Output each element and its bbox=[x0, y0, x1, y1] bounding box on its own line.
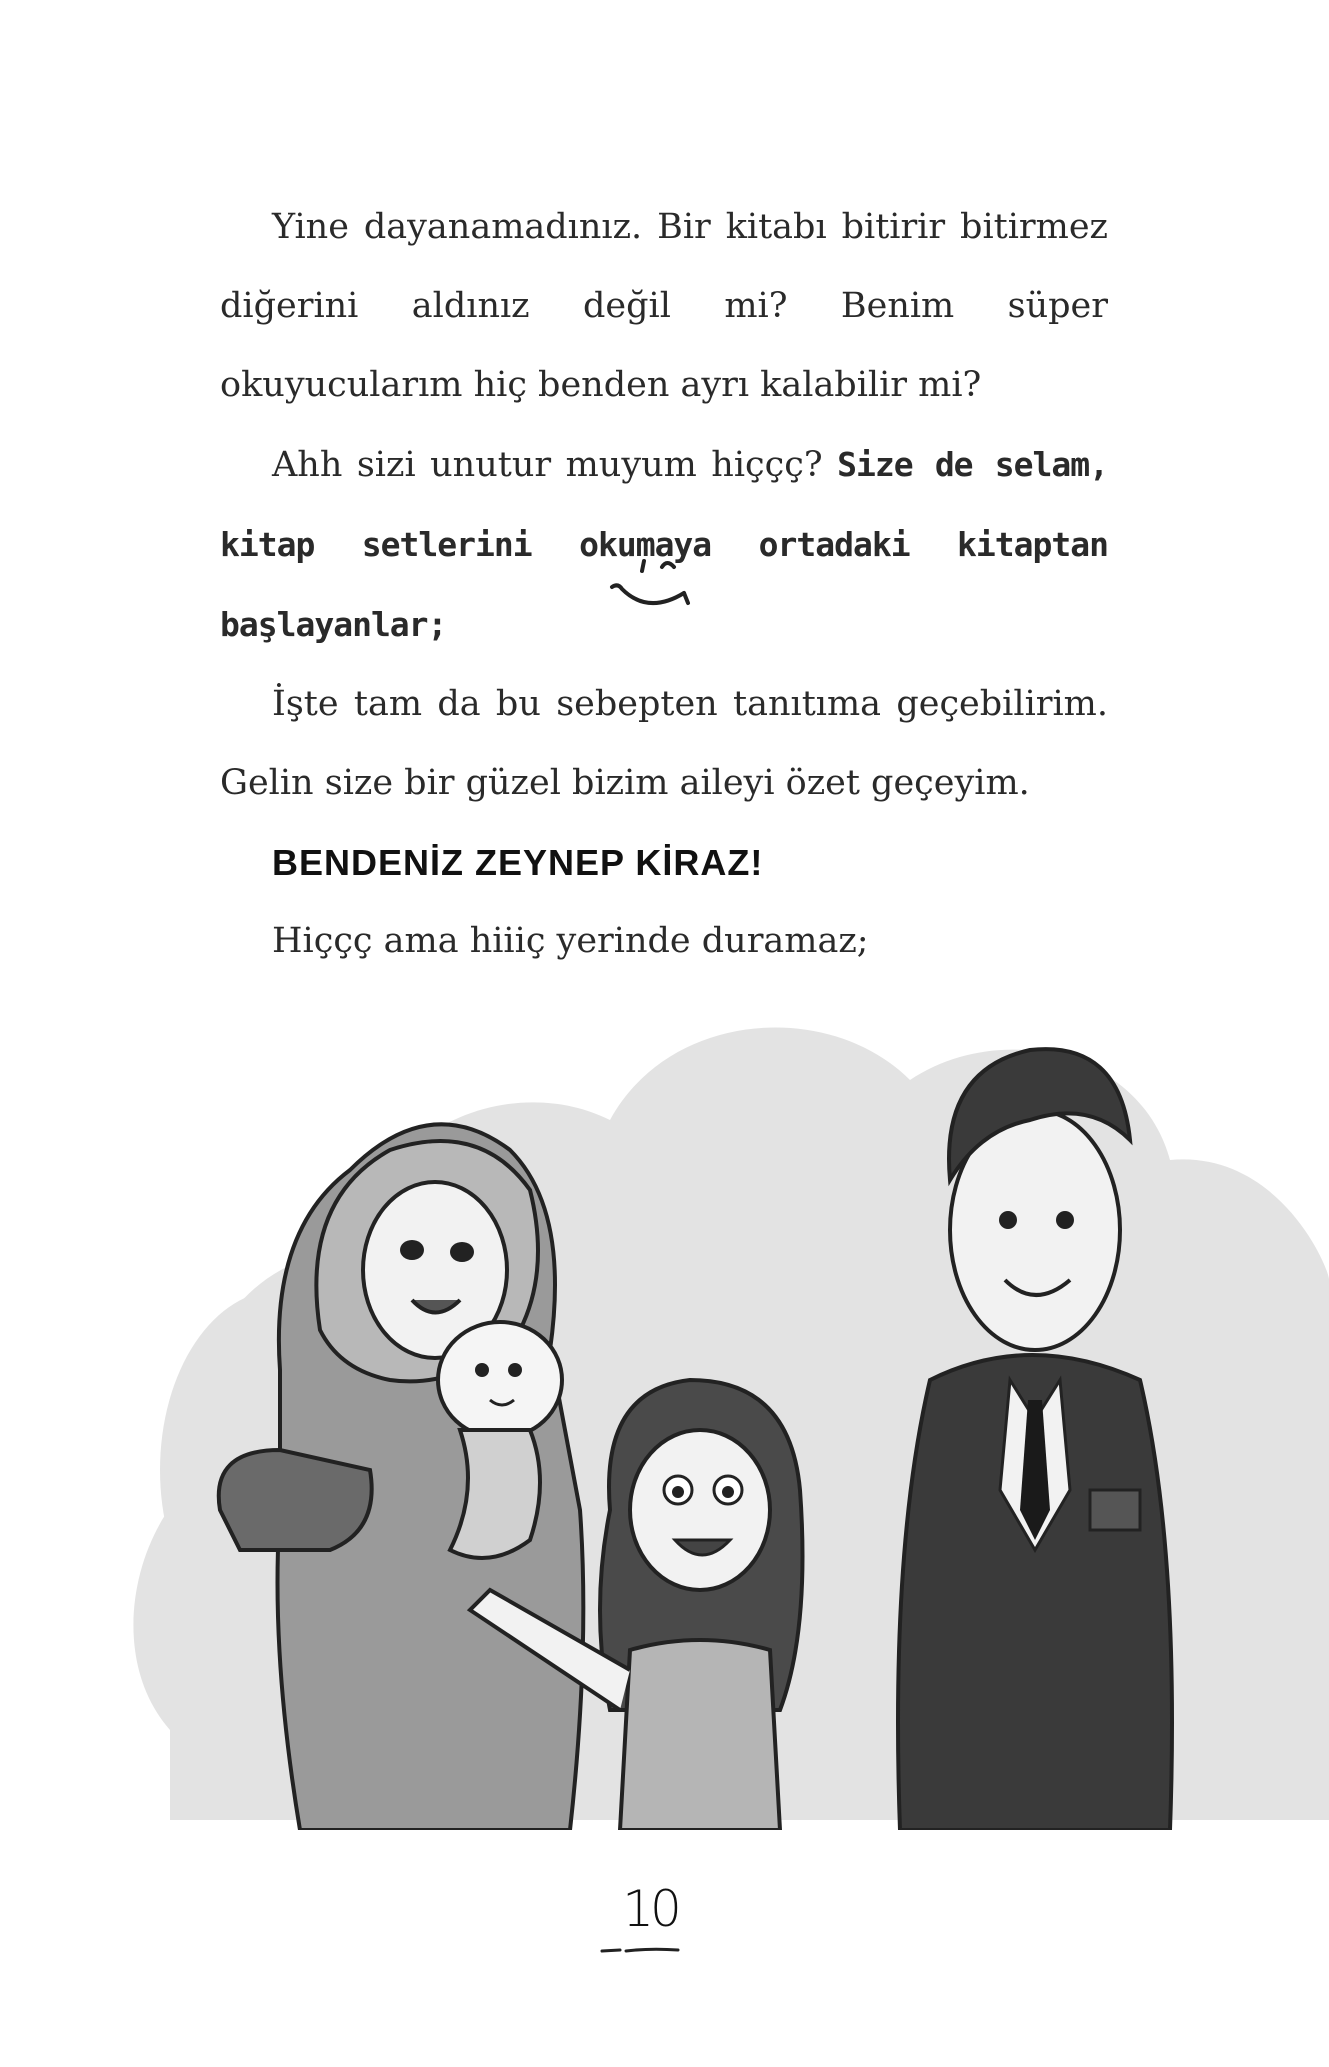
wink-face-icon bbox=[608, 553, 698, 613]
page-number-underline bbox=[600, 1945, 680, 1955]
page-number: 10 bbox=[622, 1880, 678, 1938]
heading-zeynep-kiraz: BENDENİZ ZEYNEP KİRAZ! bbox=[272, 842, 764, 883]
paragraph-intro: Yine dayanamadınız. Bir kitabı bitirir bitirmez diğerini aldınız değil mi? Benim süper okuyucularım hiç benden ayrı kalabilir mi? bbox=[220, 207, 1108, 405]
paragraph-greeting bbox=[220, 425, 1108, 665]
paragraph-restless: Hiççç ama hiiiç yerinde duramaz; bbox=[272, 921, 869, 961]
family-illustration bbox=[130, 950, 1329, 1830]
greeting-bold: Size de selam, kitap setlerini okumaya ortadaki kitaptan başlayanlar; bbox=[220, 445, 1108, 644]
greeting-plain: Ahh sizi unutur muyum hiççç? bbox=[272, 445, 838, 485]
paragraph-introduction: İşte tam da bu sebepten tanıtıma geçebilirim. Gelin size bir güzel bizim aileyi özet geçeyim. bbox=[220, 684, 1108, 803]
